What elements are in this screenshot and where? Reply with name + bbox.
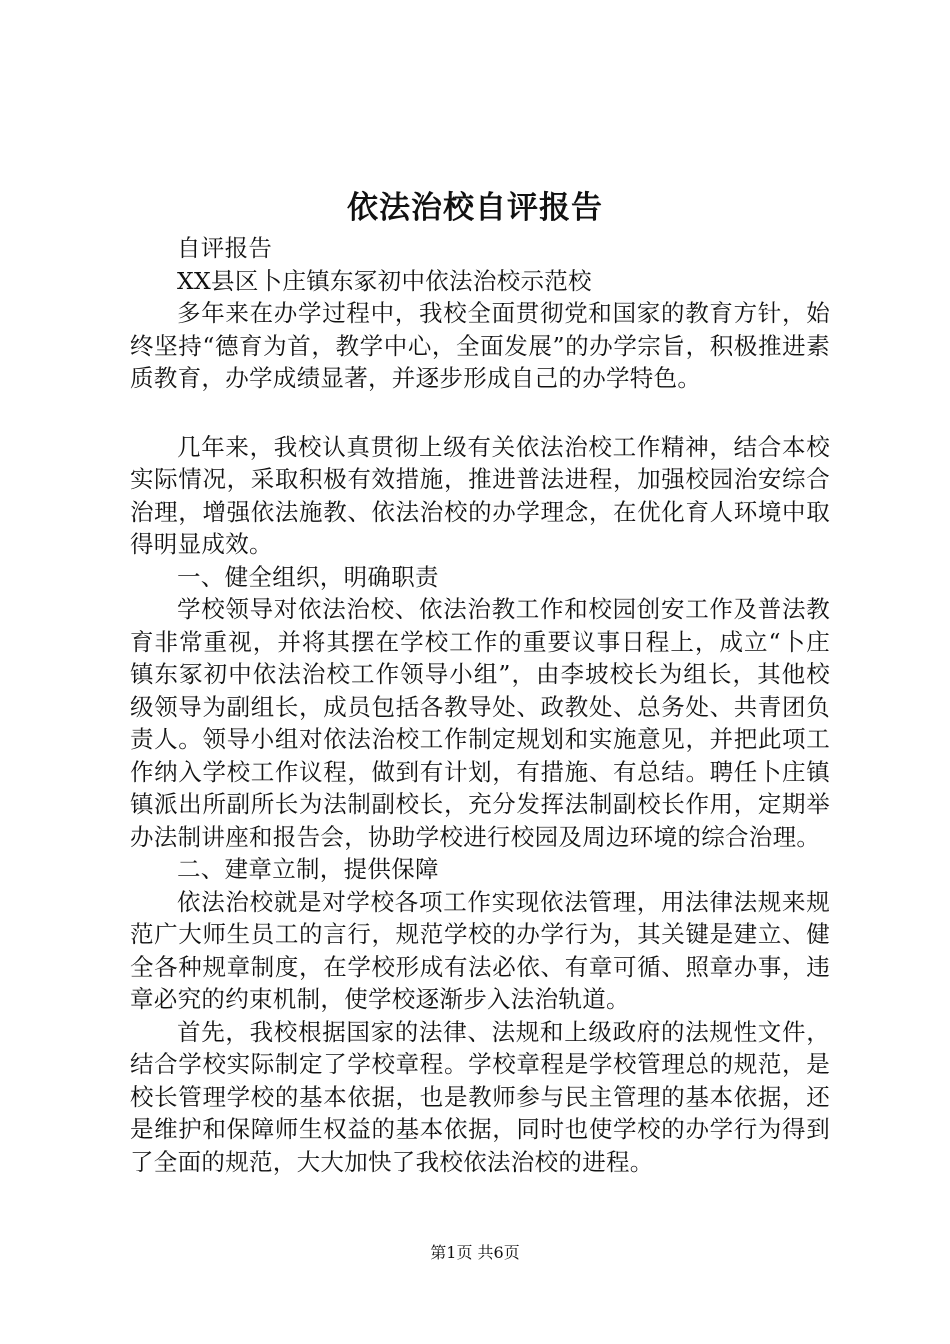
paragraph-overview: 几年来，我校认真贯彻上级有关依法治校工作精神，结合本校实际情况，采取积极有效措施，推进普法进程，加强校园治安综合治理，增强依法施教、依法治校的办学理念，在优化育人环境中取得明显成效。 (130, 432, 830, 558)
document-title: 依法治校自评报告 (347, 190, 603, 226)
paragraph-intro: 多年来在办学过程中，我校全面贯彻党和国家的教育方针，始终坚持“德育为首，教学中心，全面发展”的办学宗旨，积极推进素质教育，办学成绩显著，并逐步形成自己的办学特色。 (130, 299, 830, 392)
section-heading-1: 一、健全组织，明确职责 (177, 562, 439, 591)
paragraph-section-2: 依法治校就是对学校各项工作实现依法管理，用法律法规来规范广大师生员工的言行，规范学校的办学行为，其关键是建立、健全各种规章制度，在学校形成有法必依、有章可循、照章办事，违章必究的约束机制，使学校逐渐步入法治轨道。 (130, 887, 830, 1013)
section-heading-2: 二、建章立制，提供保障 (177, 855, 439, 883)
page-footer: 第1页 共6页 (430, 1243, 520, 1262)
paragraph-subtitle: 自评报告 (177, 234, 273, 262)
paragraph-section-2-first: 首先，我校根据国家的法律、法规和上级政府的法规性文件，结合学校实际制定了学校章程。学校章程是学校管理总的规范，是校长管理学校的基本依据，也是教师参与民主管理的基本依据，还是维护和保障师生权益的基本依据，同时也使学校的办学行为得到了全面的规范，大大加快了我校依法治校的进程。 (130, 1017, 830, 1176)
document-body (130, 232, 830, 1178)
paragraph-school-name: XX县区卜庄镇东冢初中依法治校示范校 (177, 266, 592, 295)
paragraph-section-1: 学校领导对依法治校、依法治教工作和校园创安工作及普法教育非常重视，并将其摆在学校工作的重要议事日程上，成立“卜庄镇东冢初中依法治校工作领导小组”，由李坡校长为组长，其他校级领导为副组长，成员包括各教导处、政教处、总务处、共青团负责人。领导小组对依法治校工作制定规划和实施意见，并把此项工作纳入学校工作议程，做到有计划，有措施、有总结。聘任卜庄镇镇派出所副所长为法制副校长，充分发挥法制副校长作用，定期举办法制讲座和报告会，协助学校进行校园及周边环境的综合治理。 (130, 595, 830, 851)
